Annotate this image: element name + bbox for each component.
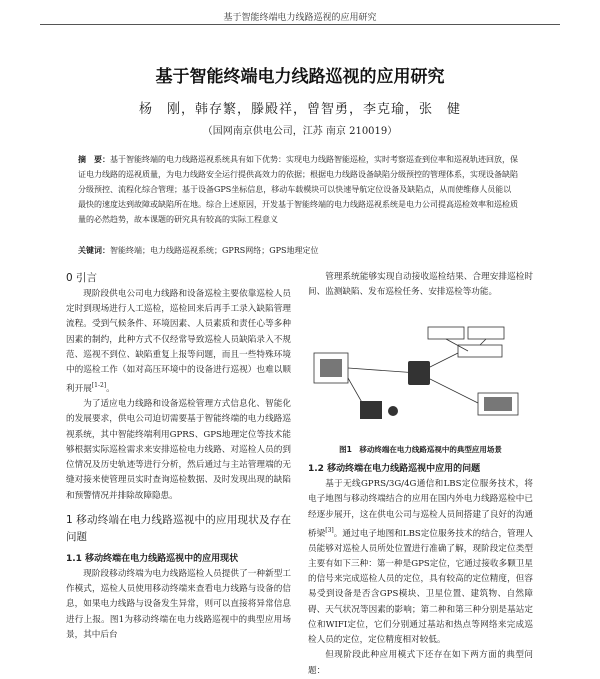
figure-caption: 图1 移动终端在电力线路巡视中的典型应用场景 xyxy=(339,445,502,454)
keywords-label: 关键词： xyxy=(78,246,110,255)
figure-1-diagram xyxy=(308,323,533,431)
citation: [3] xyxy=(325,526,334,534)
citation: [1-2] xyxy=(91,382,107,390)
paragraph-two-problems: 但现阶段此种应用模式下还存在如下两方面的典型问题： xyxy=(308,650,533,676)
affiliation: （国网南京供电公司，江苏 南京 210019） xyxy=(202,126,398,137)
right-column-bottom xyxy=(308,462,533,679)
device-icon xyxy=(360,401,382,419)
paragraph-continued: 管理系统能够实现自动接收巡检结果、合理安排巡检时间、监测缺陷、发布巡检任务、安排巡检等功能。 xyxy=(308,272,533,298)
person-icon xyxy=(388,406,398,416)
database-box xyxy=(468,327,504,339)
abstract-label: 摘 要： xyxy=(78,155,110,164)
server-box xyxy=(428,327,464,339)
keywords xyxy=(78,245,518,256)
abstract xyxy=(78,152,518,227)
paragraph-intro-1: 现阶段供电公司电力线路和设备巡检主要依靠巡检人员定时到现场进行人工巡检，巡检回来后再手工录入缺陷管理流程。受到气候条件、环境因素、人员素质和责任心等多种因素的制约，此种方式不仅经常导致巡检人员缺陷录入不规范、巡视不到位、缺陷重复上报等问题，而且一些特殊环境中的巡检工作（如对高压环境中的设备进行巡视）也难以顺利开展[1-2]。 xyxy=(66,289,291,395)
keywords-text: 智能终端；电力线路巡视系统；GPRS网络；GPS地理定位 xyxy=(110,246,319,255)
running-head: 基于智能终端电力线路巡视的应用研究 xyxy=(223,13,377,23)
authors: 杨 刚，韩存繁，滕殿祥，曾智勇，李克瑜，张 健 xyxy=(138,102,461,117)
paragraph-status: 现阶段移动终端为电力线路巡检人员提供了一种新型工作模式，巡检人员使用移动终端来查看电力线路与设备的信息，如果电力线路与设备发生异常，则可以直接将异常信息进行上报。图1为移动终端在电力线路巡视中的典型应用场景，其中后台 xyxy=(66,568,291,640)
right-column-top xyxy=(308,270,533,300)
paragraph-problems: 基于无线GPRS/3G/4G通信和LBS定位服务技术，将电子地图与移动终端结合的应用在国内外电力线路巡检中已经逐步展开，这在供电公司与巡检人员间搭建了良好的沟通桥梁[3]。通过电子地图和LBS定位服务技术的结合，管理人员能够对巡检人员所处位置进行准确了解，现阶段定位类型主要有如下三种：第一种是GPS定位，它通过接收多颗卫星的信号来完成巡检人员的定位，具有较高的定位精度，但容易受到设备是否含GPS模块、卫星位置、建筑物、自然障碍、天气状况等因素的影响；第二种和第三种分别是基站定位和WIFI定位，它们分别通过基站和热点等网络来完成巡检人员的定位，定位精度相对较低。 xyxy=(308,479,533,646)
gateway-box xyxy=(458,345,502,357)
abstract-text: 基于智能终端的电力线路巡视系统具有如下优势：实现电力线路智能巡检，实时考察巡查到位率和巡视轨迹回放，保证电力线路的巡视质量，为电力线路安全运行提供高效力的依据；根据电力线路设备缺陷分级预控的管理体系，实现设备缺陷分级预控、流程化综合管理；基于设备GPS坐标信息，移动车载模块可以快速导航定位设备及缺陷点，从而使维修人员能以最快的速度达到故障或缺陷所在地。综合上述原因，开发基于智能终端的电力线路巡视系统是电力公司提高巡检效率和巡检质量的必然趋势，故本课题的研究具有较高的实际工程意义 xyxy=(78,155,518,224)
paragraph-intro-2: 为了适应电力线路和设备巡检管理方式信息化、智能化的发展要求，供电公司迫切需要基于智能终端的电力线路巡视系统，其中智能终端利用GPRS、GPS地理定位等技术能够根据实际巡检需求来安排巡检电力线路、对巡检人员的到位情况及历史轨迹等进行分析，然后通过与主站管理端的无缝对接来使管理员实时查询巡检数据、及时发现出现的缺陷和预警情况并排除故障隐患。 xyxy=(66,399,291,501)
phone-icon xyxy=(408,361,430,385)
section-heading-0: 0 引言 xyxy=(66,272,98,284)
header-rule xyxy=(40,24,560,25)
paper-title: 基于智能终端电力线路巡视的应用研究 xyxy=(155,67,445,87)
subsection-heading-1-1: 1.1 移动终端在电力线路巡视中的应用现状 xyxy=(66,553,239,564)
subsection-heading-1-2: 1.2 移动终端在电力线路巡视中应用的问题 xyxy=(308,464,481,474)
screen-icon xyxy=(320,359,342,377)
left-column xyxy=(66,270,291,643)
monitor-icon xyxy=(484,397,512,411)
section-heading-1: 1 移动终端在电力线路巡视中的应用现状及存在问题 xyxy=(66,513,291,543)
